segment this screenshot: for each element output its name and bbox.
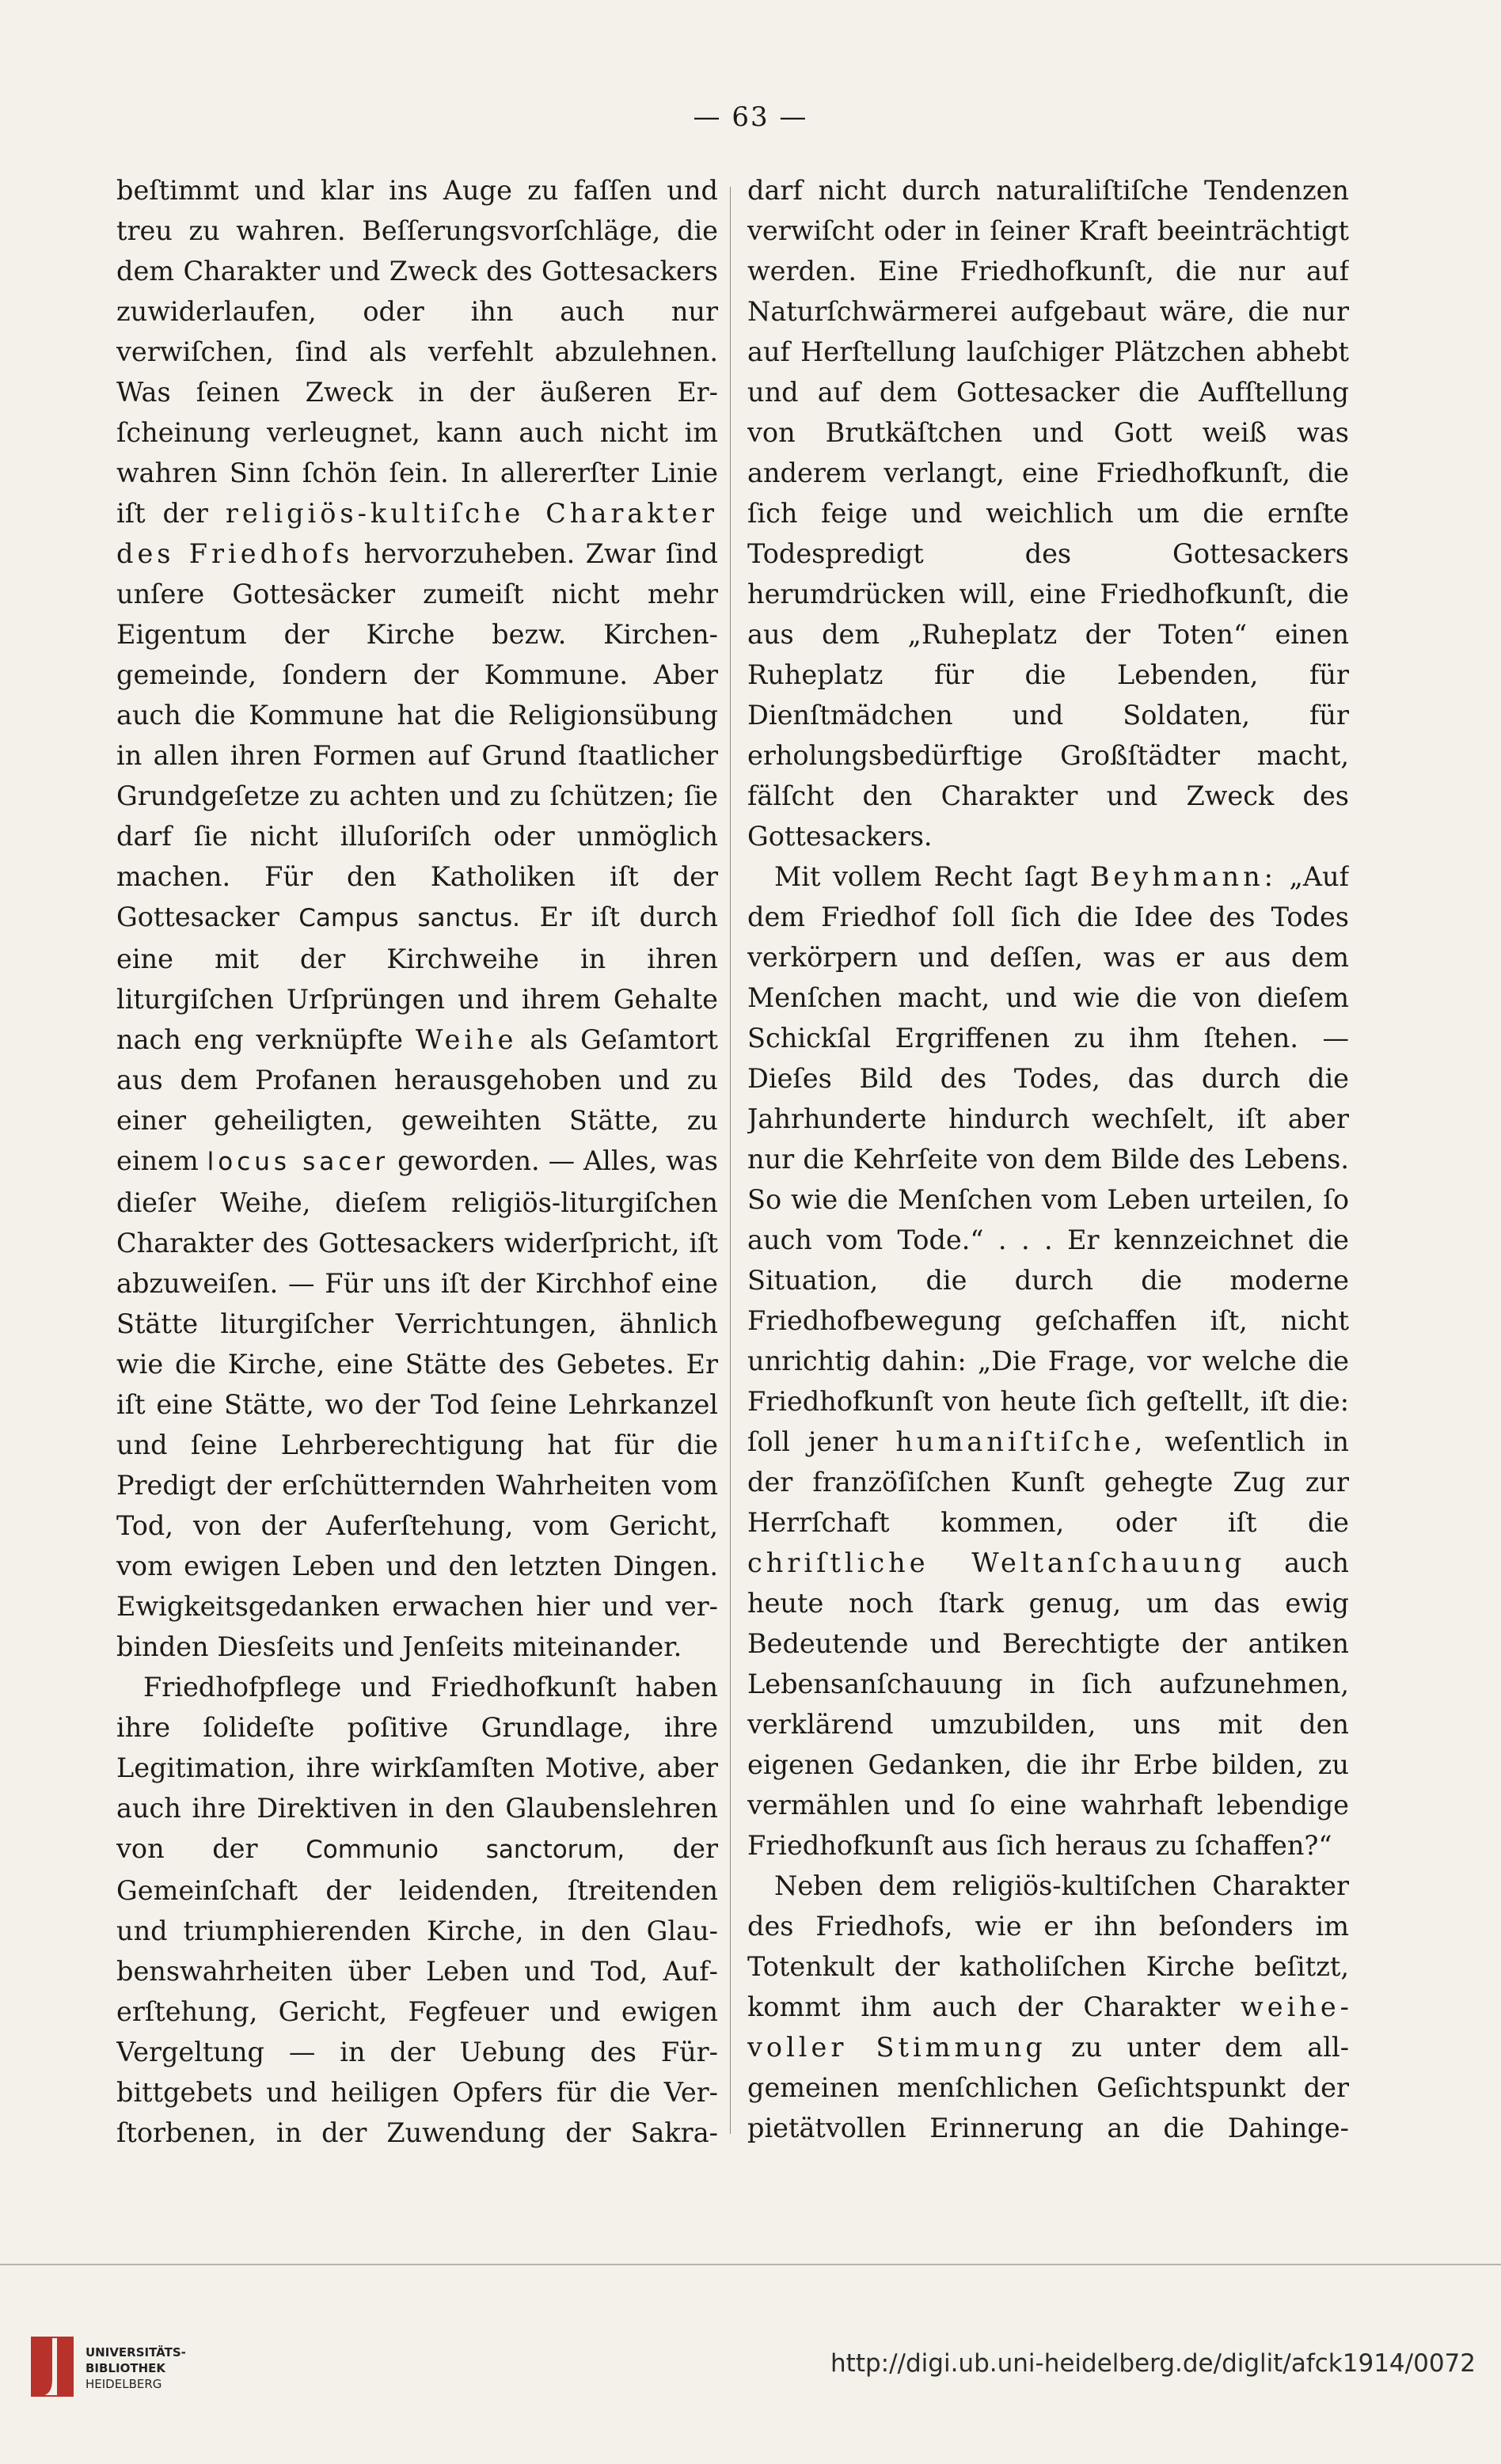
library-logo bbox=[17, 2307, 200, 2426]
text-run: Neben dem religiös-kultiſchen Charakter des Friedhofs, wie er ihn beſonders im Totenkult der katholiſchen Kirche beſitzt, kommt ihm auch der Charakter bbox=[747, 1870, 1349, 2022]
text-run: als Geſamtort aus dem Profanen herausgehoben und zu einer geheiligten, geweihten Stätte, zu einem bbox=[116, 1024, 718, 1176]
text-run: geworden. — Alles, was dieſer Weihe, dieſem religiös-liturgiſchen Charakter des Gottesackers widerſpricht, iſt abzuweiſen. — Für uns iſt der Kirchhof eine Stätte liturgiſcher Verrichtungen, ähnlich wie die Kirche, eine Stätte des Gebetes. Er iſt eine Stätte, wo der Tod ſeine Lehrkanzel und ſeine Lehrberechtigung hat für die Predigt der erſchütternden Wahrheiten vom Tod, von der Auferſtehung, vom Gericht, vom ewigen Leben und den letzten Dingen. Ewigkeitsgedanken erwachen hier und verbinden Diesſeits und Jenſeits miteinander. bbox=[116, 1145, 718, 1662]
spaced-emphasis: weihevoller Stimmung bbox=[747, 1991, 1349, 2063]
latin-term: locus sacer bbox=[207, 1148, 390, 1176]
latin-term: Campus sanctus. bbox=[298, 904, 520, 932]
paragraph bbox=[747, 170, 1349, 856]
text-run: darf nicht durch naturaliſtiſche Tendenzen verwiſcht oder in ſeiner Kraft beeinträchtigt werden. Eine Friedhofkunſt, die nur auf Naturſchwärmerei aufgebaut wäre, die nur auf Herſtellung lauſchiger Plätzchen abhebt und auf dem Gottesacker die Aufſtellung von Brutkäſtchen und Gott weiß was anderem verlangt, eine Friedhofkunſt, die ſich feige und weichlich um die ernſte Todespredigt des Gottesackers herumdrücken will, eine Friedhofkunſt, die aus dem „Ruheplatz der Toten“ einen Ruheplatz für die Lebenden, für Dienſtmädchen und Soldaten, für erholungsbedürftige Großſtädter macht, fälſcht den Charakter und Zweck des Gottesackers. bbox=[747, 175, 1349, 852]
logo-line-2: BIBLIOTHEK bbox=[86, 2361, 165, 2375]
text-run: Friedhofpflege und Friedhofkunſt haben ihre ſolideſte poſitive Grundlage, ihre Legitimation, ihre wirkſamſten Motive, aber auch ihre Direktiven in den Glaubenslehren von der bbox=[116, 1672, 718, 1864]
spaced-emphasis: religiös-kultiſche Charakter des Friedhofs bbox=[116, 498, 718, 569]
left-column bbox=[116, 170, 718, 2149]
logo-line-3: HEIDELBERG bbox=[86, 2377, 162, 2391]
library-seal-icon bbox=[32, 2337, 73, 2396]
footer-rule bbox=[0, 2264, 1501, 2265]
text-run: weſentlich in der franzöſiſchen Kunſt gehegte Zug zur Herrſchaft kommen, oder iſt die bbox=[747, 1426, 1349, 1538]
spaced-emphasis: humaniſtiſche, bbox=[895, 1426, 1147, 1457]
spaced-emphasis: chriſtliche Weltanſchauung bbox=[747, 1547, 1246, 1578]
paragraph bbox=[116, 1667, 718, 2149]
text-run: Mit vollem Recht ſagt bbox=[774, 861, 1078, 892]
text-run: beſtimmt und klar ins Auge zu faſſen und treu zu wahren. Beſſerungsvorſchläge, die dem Charakter und Zweck des Gottesackers zuwiderlaufen, oder ihn auch nur verwiſchen, ſind als verfehlt abzulehnen. Was ſeinen Zweck in der äußeren Erſcheinung verleugnet, kann auch nicht im wahren Sinn ſchön ſein. In allererſter Linie iſt der bbox=[116, 175, 718, 529]
text-run: hervorzuheben. Zwar ſind unſere Gottesäcker zumeiſt nicht mehr Eigentum der Kirche bezw. Kirchengemeinde, ſondern der Kommune. Aber auch die Kommune hat die Religionsübung in allen ihren Formen auf Grund ſtaatlicher Grundgeſetze zu achten und zu ſchützen; ſie darf ſie nicht illuſoriſch oder unmöglich machen. Für den Katholiken iſt der Gottesacker bbox=[116, 538, 718, 932]
source-url[interactable]: http://digi.ub.uni-heidelberg.de/diglit/afck1914/0072 bbox=[830, 2349, 1476, 2378]
text-run: „Auf dem Friedhof ſoll ſich die Idee des Todes verkörpern und deſſen, was er aus dem Menſchen macht, und wie die von dieſem Schickſal Ergriffenen zu ihm ſtehen. — Dieſes Bild des Todes, das durch die Jahrhunderte hindurch wechſelt, iſt aber nur die Kehrſeite von dem Bilde des Lebens. So wie die Menſchen vom Leben urteilen, ſo auch vom Tode.“ . . . Er kennzeichnet die Situation, die durch die moderne Friedhofbewegung geſchaffen iſt, nicht unrichtig dahin: „Die Frage, vor welche die Friedhofkunſt von heute ſich geſtellt, iſt die: ſoll jener bbox=[747, 861, 1349, 1457]
column-divider bbox=[730, 187, 731, 2134]
paragraph bbox=[747, 1866, 1349, 2149]
paragraph bbox=[116, 170, 718, 1667]
logo-line-1: UNIVERSITÄTS- bbox=[86, 2345, 186, 2360]
right-column bbox=[747, 170, 1349, 2149]
text-run: zu unter dem allgemeinen menſchlichen Geſichtspunkt der pietätvollen Erinnerung an die Dahinge bbox=[747, 2032, 1349, 2143]
spaced-emphasis: Weihe bbox=[415, 1024, 518, 1055]
page-number: — 63 — bbox=[693, 101, 808, 133]
spaced-emphasis: Beyhmann: bbox=[1089, 861, 1277, 892]
text-run: der Gemeinſchaft der leidenden, ſtreitenden und triumphierenden Kirche, in den Glaubenswahrheiten über Leben und Tod, Auferſtehung, Gericht, Fegfeuer und ewigen Vergeltung — in der Uebung des Fürbittgebets und heiligen Opfers für die Verſtorbenen, in der Zuwendung der Sakra bbox=[116, 1833, 718, 2148]
text-run: auch heute noch ſtark genug, um das ewig Bedeutende und Berechtigte der antiken Lebensanſchauung in ſich aufzunehmen, verklärend umzubilden, uns mit den eigenen Gedanken, die ihr Erbe bilden, zu vermählen und ſo eine wahrhaft lebendige Friedhofkunſt aus ſich heraus zu ſchaffen?“ bbox=[747, 1547, 1349, 1861]
text-run: Er iſt durch eine mit der Kirchweihe in ihren liturgiſchen Urſprüngen und ihrem Gehalte nach eng verknüpfte bbox=[116, 902, 718, 1055]
paragraph bbox=[747, 856, 1349, 1866]
latin-term: Communio sanctorum, bbox=[306, 1836, 625, 1864]
